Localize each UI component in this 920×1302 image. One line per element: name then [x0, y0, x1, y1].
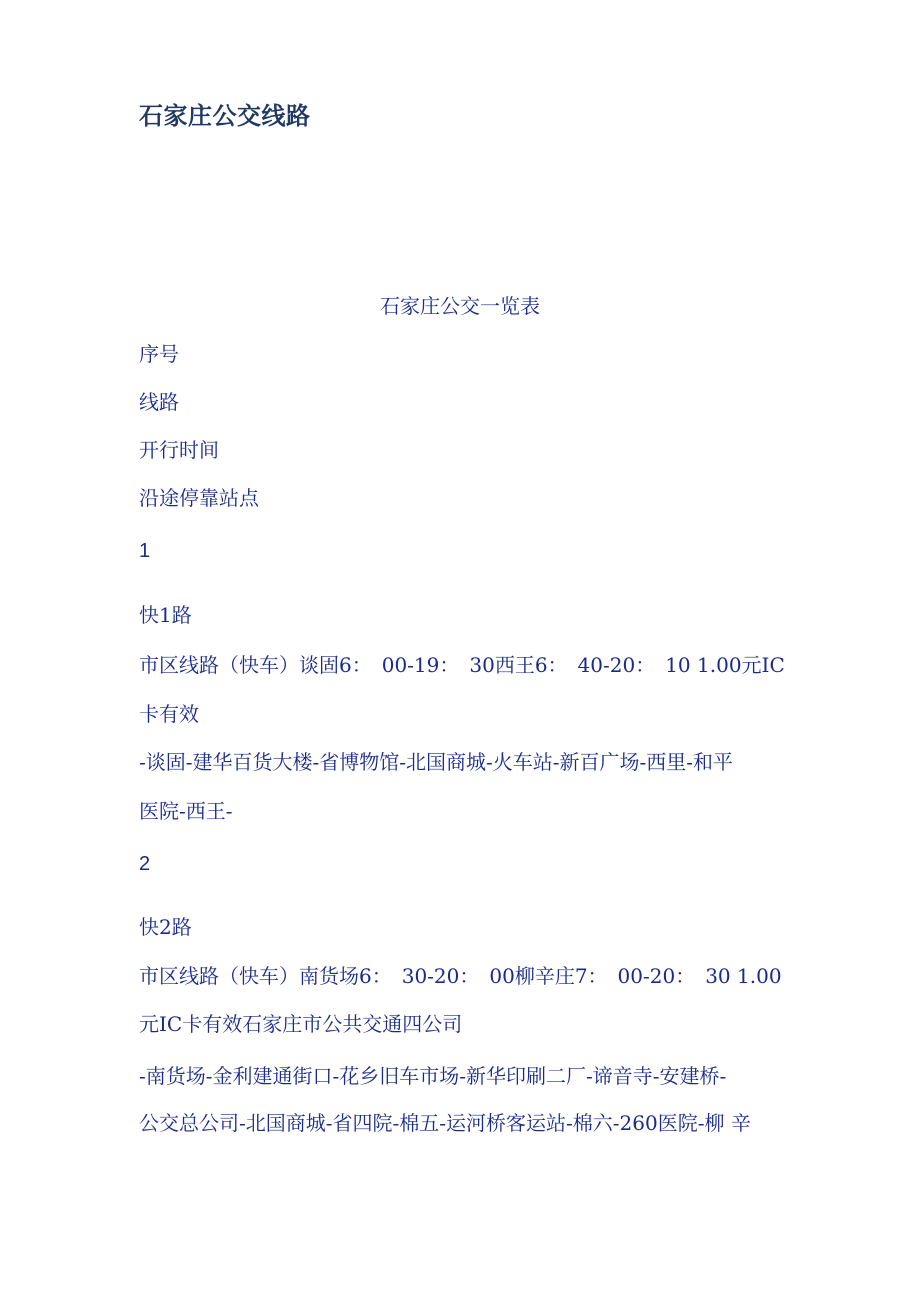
document-title: 石家庄公交线路 — [139, 102, 311, 130]
route-1-info-line-2: 卡有效 — [139, 702, 199, 726]
route-1-stops-line-1: -谈固-建华百货大楼-省博物馆-北国商城-火车站-新百广场-西里-和平 — [139, 750, 734, 774]
route-2-info-line-1: 市区线路（快车）南货场6： 30-20： 00柳辛庄7： 00-20： 30 1.00 — [139, 964, 782, 988]
route-1-index: 1 — [139, 540, 151, 562]
header-stops: 沿途停靠站点 — [139, 486, 259, 510]
header-index: 序号 — [139, 342, 179, 366]
route-1-name: 快1路 — [139, 603, 192, 627]
route-2-info-line-2: 元IC卡有效石家庄市公共交通四公司 — [139, 1012, 463, 1036]
header-operating-time: 开行时间 — [139, 438, 219, 462]
route-2-stops-line-2: 公交总公司-北国商城-省四院-棉五-运河桥客运站-棉六-260医院-柳 辛 — [139, 1111, 751, 1135]
route-1-stops-line-2: 医院-西王- — [139, 799, 233, 823]
header-route: 线路 — [139, 390, 179, 414]
route-2-name: 快2路 — [139, 915, 192, 939]
table-title: 石家庄公交一览表 — [380, 294, 540, 318]
route-1-info-line-1: 市区线路（快车）谈固6： 00-19： 30西王6： 40-20： 10 1.00元IC — [139, 653, 785, 677]
route-2-index: 2 — [139, 853, 151, 875]
route-2-stops-line-1: -南货场-金利建通街口-花乡旧车市场-新华印刷二厂-谛音寺-安建桥- — [139, 1064, 727, 1088]
